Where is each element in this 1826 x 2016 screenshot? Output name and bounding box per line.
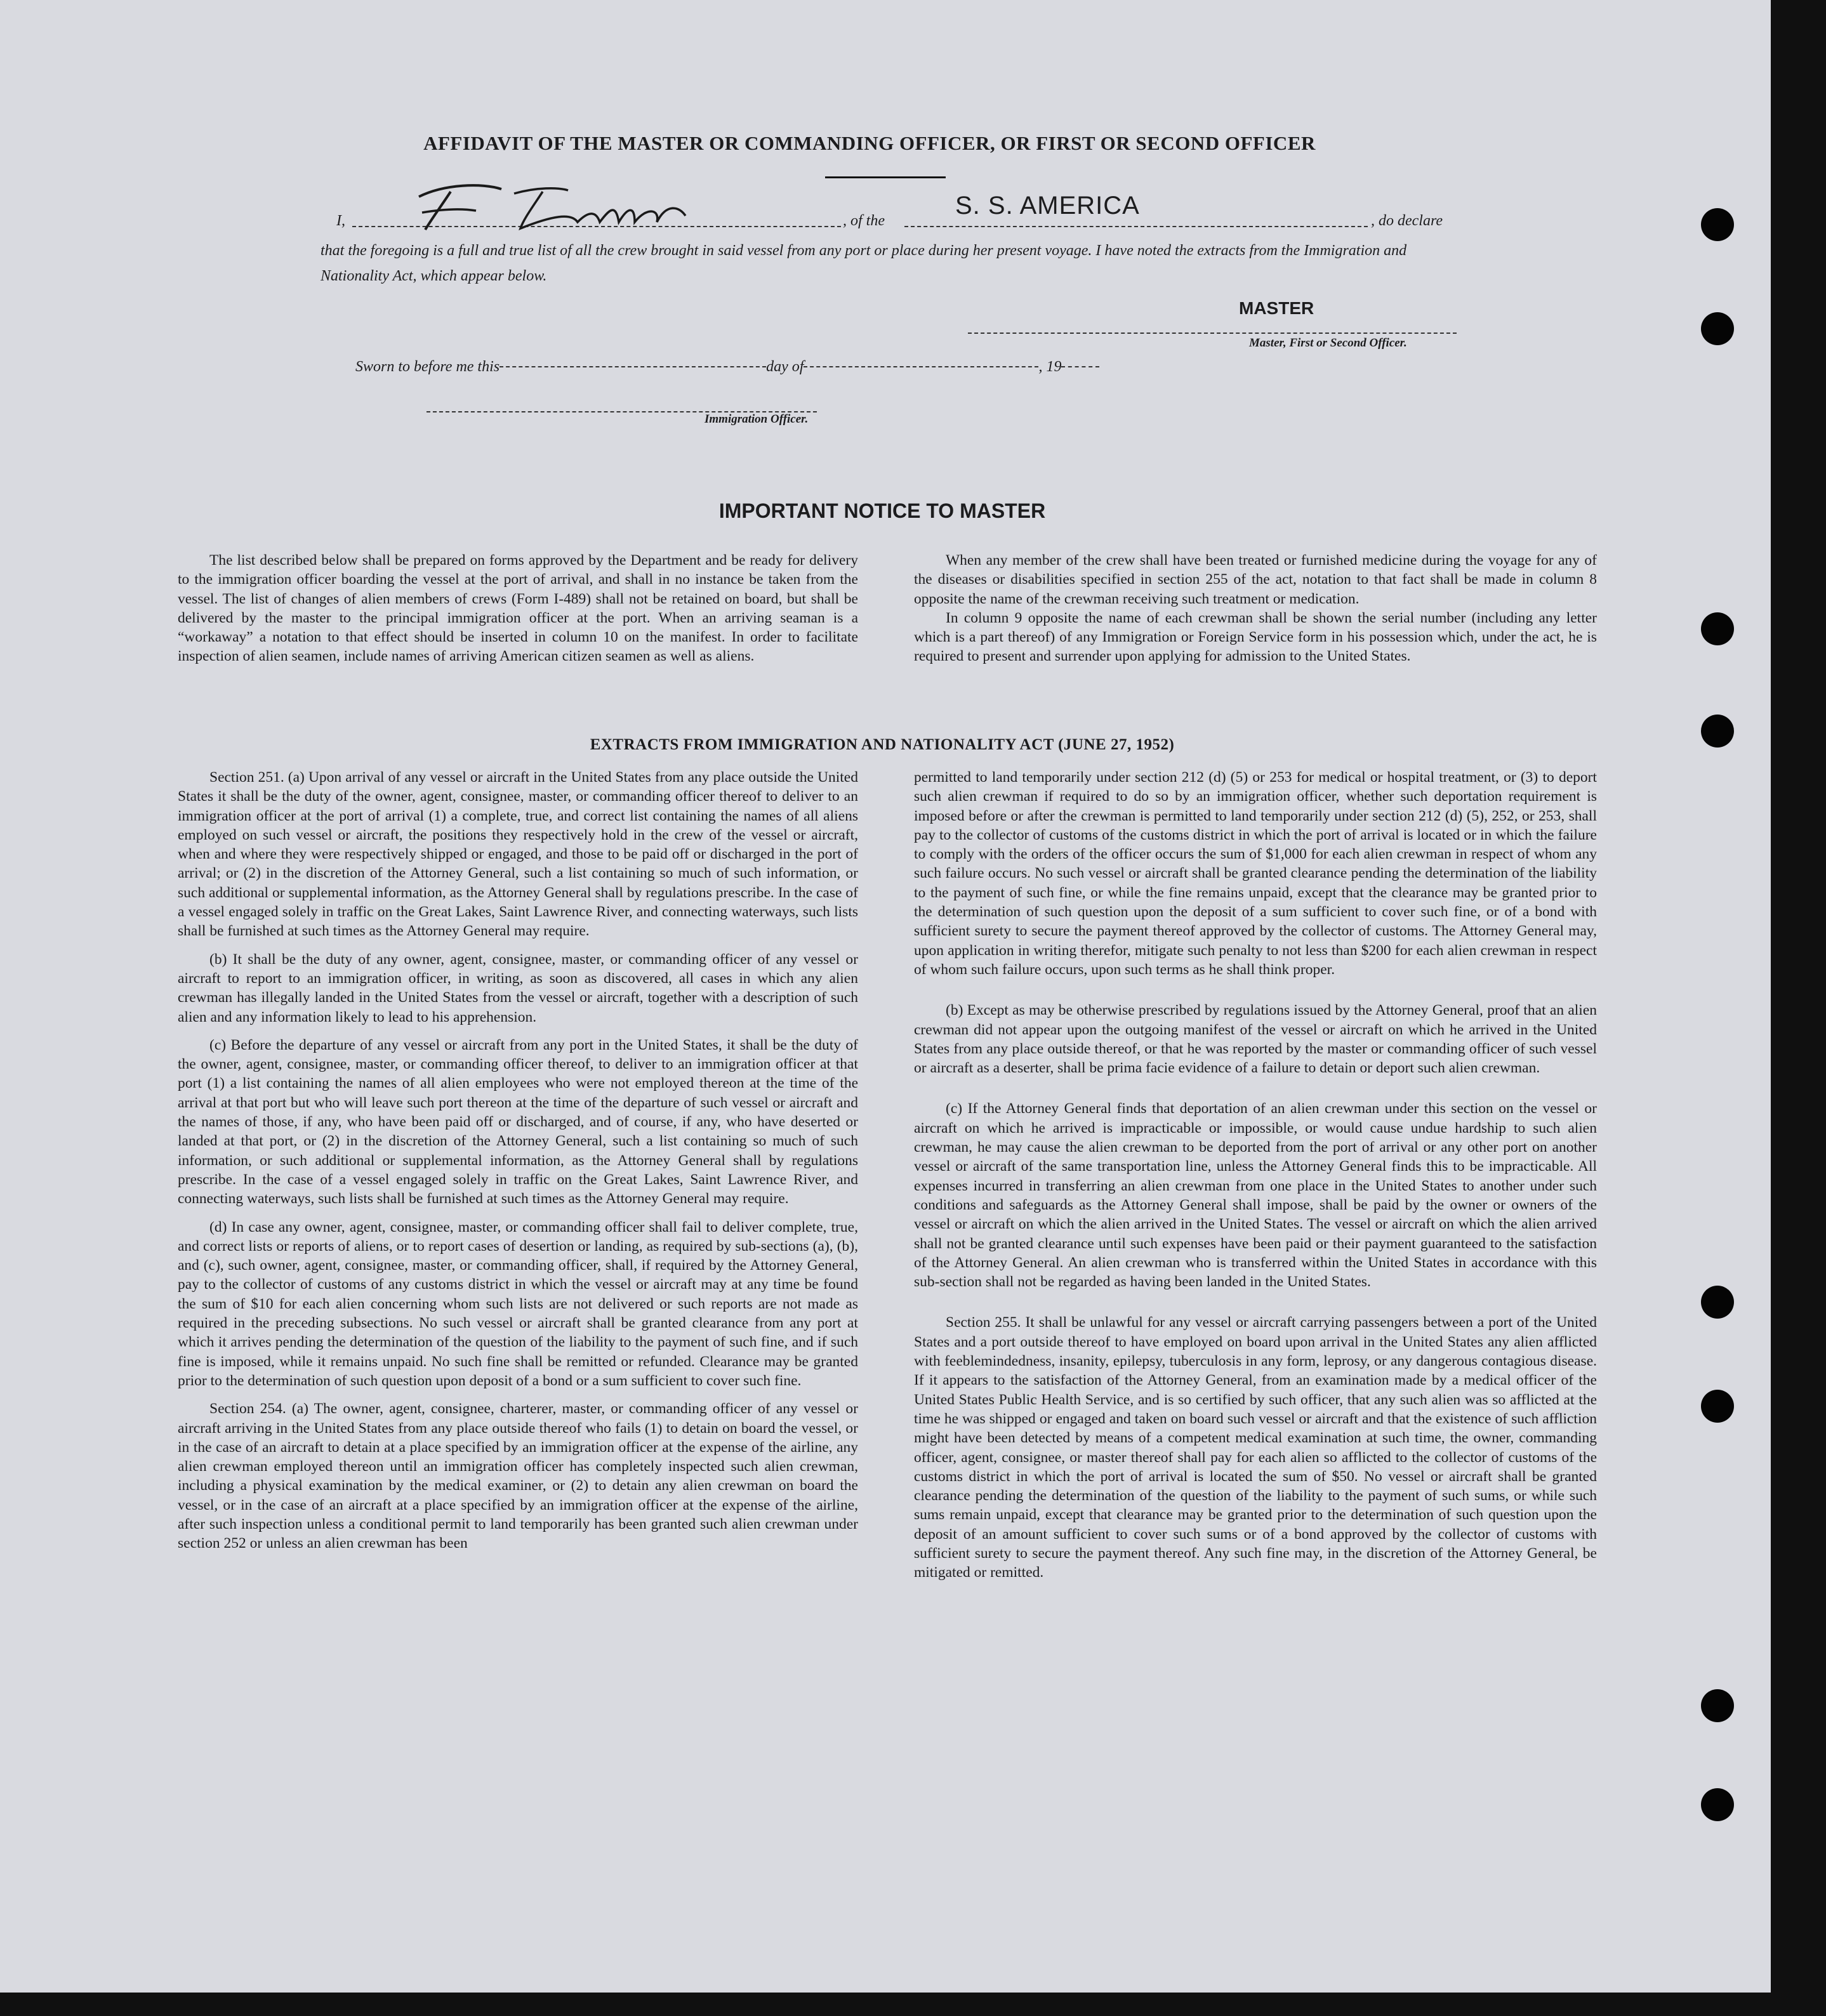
- section-254-a: Section 254. (a) The owner, agent, consignee, charterer, master, or commanding officer of any vessel or aircraft arriving in the United States from any place outside thereof who fails (1) to detain on board the vessel, or in the case of an aircraft to detain at a place specified by an immigration officer at the expense of the airline, any alien crewman employed thereon until an immigration officer has completely inspected such alien crewman, including a physical examination by the medical examiner, or (2) to detain any alien crewman on board the vessel, or in the case of an aircraft at a place specified by an immigration officer at the expense of the airline, after such inspection unless a conditional permit to land temporarily has been granted such alien crewman under section 252 or unless an alien crewman has been: [178, 1400, 858, 1552]
- notice-title: IMPORTANT NOTICE TO MASTER: [718, 499, 1046, 522]
- year-label: , 19: [1038, 359, 1062, 375]
- notice-right-column: [914, 551, 1597, 666]
- do-declare-label: , do declare: [1371, 213, 1443, 229]
- binder-hole: [1701, 715, 1734, 748]
- ship-name: S. S. AMERICA: [955, 192, 1140, 220]
- sworn-line: [355, 359, 1099, 376]
- scan-border-right: [1771, 0, 1826, 2016]
- notice-right-paragraph-2: In column 9 opposite the name of each crewman shall be shown the serial number (including any letter which is a part thereof) of any Immigration or Foreign Service form in his possession which, under the act, he is required to present and surrender upon applying for admission to the United States.: [914, 609, 1597, 665]
- section-255: Section 255. It shall be unlawful for any vessel or aircraft carrying passengers between a port of the United States and a port outside thereof to have employed on board upon arrival in the United States any alien afflicted with feeblemindedness, insanity, epilepsy, tuberculosis in any form, leprosy, or any dangerous contagious disease. If it appears to the satisfaction of the Attorney General, from an examination made by a medical officer of the United States Public Health Service, and is so certified by such officer, that any such alien was so afflicted at the time he was shipped or engaged and taken on board such vessel or aircraft and that the existence of such affliction might have been detected by means of a competent medical examination at such time, the owner, commanding officer, agent, consignee, or master thereof shall pay for each alien so afflicted to the collector of customs of the customs district in which the port of arrival is located the sum of $50. No vessel or aircraft shall be granted clearance pending the determination of the question of the liability to the payment of such sums, or while such sums remain unpaid, except that clearance may be granted prior to the determination of such question upon the deposit of an amount sufficient to cover such sums or of a bond approved by the collector of customs with sufficient surety to secure the payment thereof. Any such fine may, in the discretion of the Attorney General, be mitigated or remitted.: [914, 1314, 1597, 1581]
- extracts-left-column: [178, 768, 858, 1553]
- section-251-b: (b) It shall be the duty of any owner, agent, consignee, master, or commanding officer of any vessel or aircraft to report to an immigration officer, in writing, as soon as discovered, all cases in which any alien crewman has illegally landed in the United States from the vessel or aircraft, together with a description of such alien and any information likely to lead to his apprehension.: [178, 951, 858, 1025]
- title-underline: [825, 176, 946, 178]
- binder-hole: [1701, 1286, 1734, 1319]
- of-the-label: , of the: [843, 213, 885, 229]
- section-254-b: (b) Except as may be otherwise prescribed by regulations issued by the Attorney General, proof that an alien crewman did not appear upon the outgoing manifest of the vessel or aircraft on which he arrived in the United States from any place outside thereof, or that he was reported by the master or commanding officer of such vessel or aircraft as a deserter, shall be prima facie evidence of a failure to detain or deport such alien crewman.: [914, 1002, 1597, 1077]
- section-251-c: (c) Before the departure of any vessel or aircraft from any port in the United States, it shall be the duty of the owner, agent, consignee, master, or commanding officer thereof, to deliver to an immigration officer at that port (1) a list containing the names of all alien employees who were not employed thereon at the time of the arrival at that port but who will leave such port thereon at the time of the departure of such vessel or aircraft and the names of those, if any, who have been paid off or discharged, and of course, if any, who have deserted or landed at that port, or (2) in the discretion of the Attorney General, such a list containing so much of such information, or such additional or supplemental information, as the Attorney General shall by regulations prescribe. In the case of a vessel engaged solely in traffic on the Great Lakes, Saint Lawrence River, and connecting waterways, such lists shall be furnished at such times as the Attorney General may require.: [178, 1036, 858, 1208]
- binder-hole: [1701, 312, 1734, 345]
- master-sub-label: Master, First or Second Officer.: [1249, 336, 1407, 350]
- master-title-value: MASTER: [1239, 298, 1314, 318]
- binder-hole: [1701, 1689, 1734, 1722]
- affidavit-intro: that the foregoing is a full and true list of all the crew brought in said vessel from any port or place during her present voyage. I have noted the extracts from the Immigration and Nationality Act, which appear below.: [321, 242, 1407, 284]
- binder-hole: [1701, 1788, 1734, 1821]
- extracts-right-column: [914, 768, 1597, 1583]
- section-254-c: (c) If the Attorney General finds that deportation of an alien crewman under this section on the vessel or aircraft on which he arrived is impracticable or impossible, or would cause undue hardship to such alien crewman, he may cause the alien crewman to be deported from the port of arrival or any other port on another vessel or aircraft of the same transportation line, unless the Attorney General finds this to be impracticable. All expenses incurred in transferring an alien crewman from one place in the United States to another under such conditions and safeguards as the Attorney General shall impose, shall be paid by the owner or owners of the vessel or aircraft on which the alien arrived in the United States. The vessel or aircraft on which the alien arrived shall not be granted clearance until such expenses have been paid or their payment guaranteed to the satisfaction of the Attorney General. An alien crewman who is transferred within the United States in accordance with this sub-section shall not be regarded as having been landed in the United States.: [914, 1100, 1597, 1291]
- master-signature: [406, 178, 711, 235]
- notice-left-paragraph: The list described below shall be prepared on forms approved by the Department and be ready for delivery to the immigration officer boarding the vessel at the port of arrival, and shall in no instance be taken from the vessel. The list of changes of alien members of crews (Form I-489) shall not be retained on board, but shall be delivered by the master to the principal immigration officer at the port. When an arriving seaman is a “workaway” a notation to that effect should be inserted in column 10 on the manifest. In order to facilitate inspection of alien seamen, include names of arriving American citizen seamen as well as aliens.: [178, 552, 858, 665]
- i-label: I,: [336, 213, 345, 229]
- sworn-label: Sworn to before me this: [355, 359, 500, 375]
- binder-hole: [1701, 1390, 1734, 1423]
- section-251-d: (d) In case any owner, agent, consignee, master, or commanding officer shall fail to deliver complete, true, and correct lists or reports of aliens, or to report cases of desertion or landing, as required by sub-sections (a), (b), and (c), such owner, agent, consignee, master, or commanding officer, shall, if required by the Attorney General, pay to the collector of customs of any customs district in which the vessel or aircraft may at any time be found the sum of $10 for each alien concerning whom such lists are not delivered or such reports are not made as required in the preceding subsections. No such vessel or aircraft shall be granted clearance from any port at which it arrives pending the determination of the question of the liability to the payment of such fine, and if such fine is imposed, while it remains unpaid. No such fine shall be remitted or refunded. Clearance may be granted prior to the determination of such question upon deposit of a bond or a sum sufficient to cover such fine.: [178, 1218, 858, 1389]
- ship-blank: [904, 226, 1368, 227]
- section-254-a-continued: permitted to land temporarily under section 212 (d) (5) or 253 for medical or hospital treatment, or (3) to deport such alien crewman if required to do so by an immigration officer, whether such deportation requirement is imposed before or after the crewman is permitted to land temporarily under section 212 (d) (5), 252, or 253, shall pay to the collector of customs of the customs district in which the port of arrival is located or in which the failure to comply with the orders of the officer occurs the sum of $1,000 for each alien crewman in respect of whom any such failure occurs. No such vessel or aircraft shall be granted clearance pending the determination of the liability to the payment of such fine, or while the fine remains unpaid, except that the clearance may be granted prior to the determination of such question upon the deposit of a sum sufficient to cover such fine, or of a bond with sufficient surety to secure the payment thereof approved by the collector of customs. The Attorney General may, upon application in writing therefor, mitigate such penalty to not less than $200 for each alien crewman in respect of whom such failure occurs, upon such terms as he shall think proper.: [914, 769, 1597, 978]
- binder-hole: [1701, 612, 1734, 645]
- binder-hole: [1701, 208, 1734, 241]
- immigration-officer-label: Immigration Officer.: [705, 412, 809, 426]
- affidavit-title: AFFIDAVIT OF THE MASTER OR COMMANDING OFFICER, OR FIRST OR SECOND OFFICER: [423, 132, 1316, 154]
- notice-left-column: [178, 551, 858, 666]
- day-of-label: day of: [766, 359, 804, 375]
- section-251-a: Section 251. (a) Upon arrival of any vessel or aircraft in the United States from any place outside the United States it shall be the duty of the owner, agent, consignee, master, or commanding officer thereof to deliver to an immigration officer at the port of arrival (1) a complete, true, and correct list containing the names of all aliens employed on such vessel or aircraft, the positions they respectively hold in the crew of the vessel or aircraft, when and where they were respectively shipped or engaged, and those to be paid off or discharged in the port of arrival; or (2) in the discretion of the Attorney General, such a list containing so much of such information, or such additional or supplemental information, as the Attorney General shall by regulations prescribe. In the case of a vessel engaged solely in traffic on the Great Lakes, Saint Lawrence River, and connecting waterways, such lists shall be furnished at such times as the Attorney General may require.: [178, 769, 858, 940]
- scan-border-bottom: [0, 1993, 1826, 2016]
- notice-right-paragraph-1: When any member of the crew shall have been treated or furnished medicine during the voyage for any of the diseases or disabilities specified in section 255 of the act, notation to that fact shall be made in column 8 opposite the name of the crewman receiving such treatment or medication.: [914, 552, 1597, 607]
- master-blank: [968, 333, 1457, 334]
- extracts-title: EXTRACTS FROM IMMIGRATION AND NATIONALITY ACT (JUNE 27, 1952): [590, 736, 1175, 753]
